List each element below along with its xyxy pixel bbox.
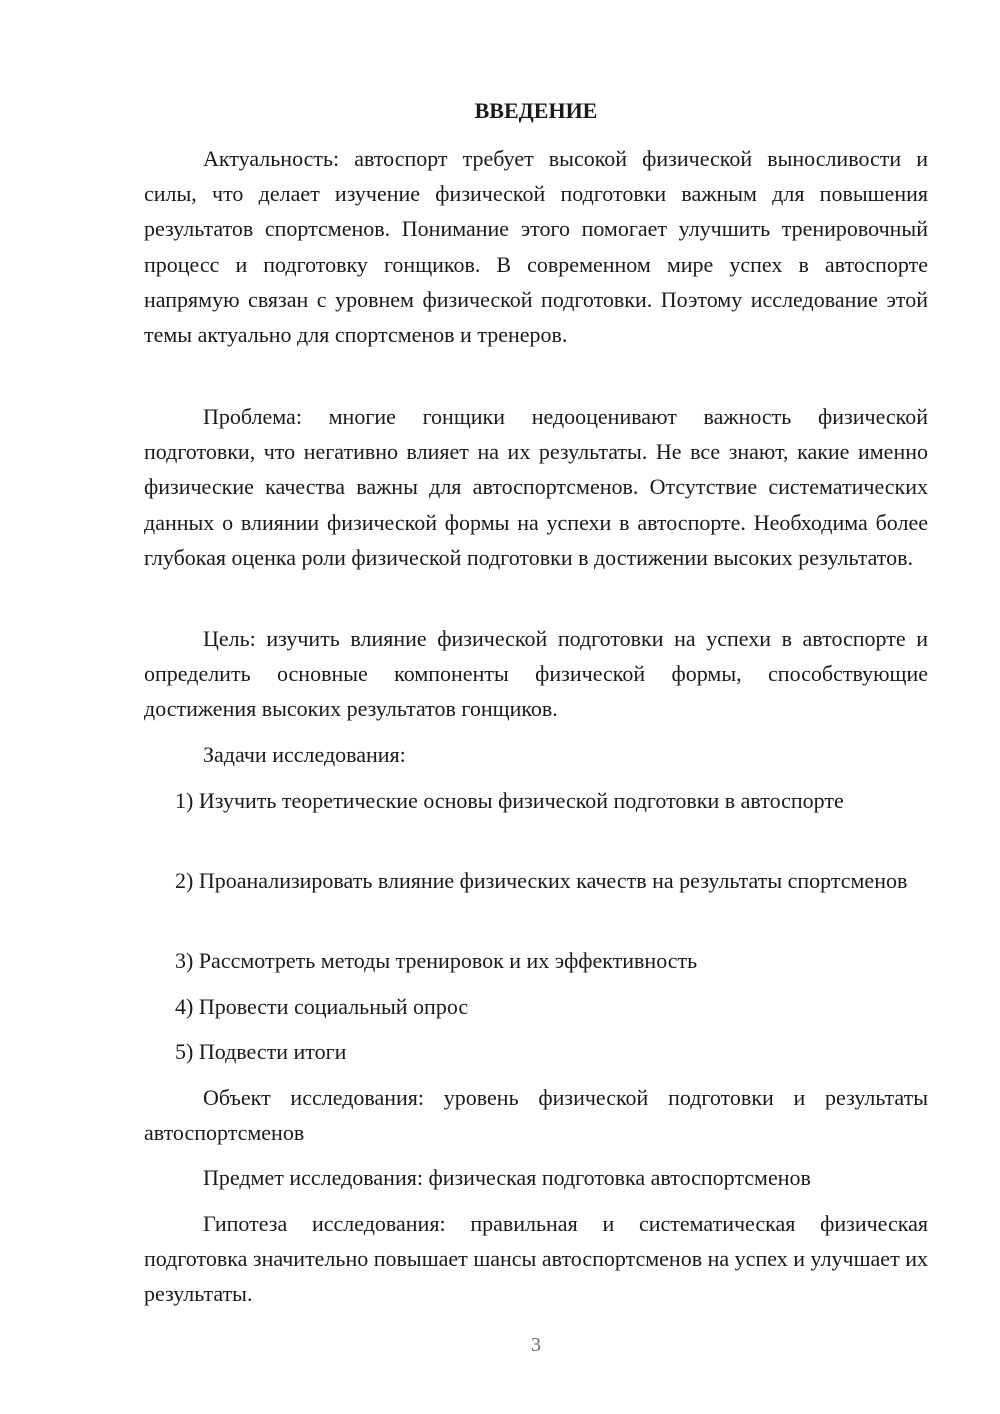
- task-item-4: 4) Провести социальный опрос: [175, 994, 469, 1019]
- paragraph-subject: Предмет исследования: физическая подготовка автоспортсменов: [203, 1165, 811, 1190]
- paragraph-tasks-title: Задачи исследования:: [203, 742, 406, 767]
- paragraph-goal: Цель: изучить влияние физической подготовки на успехи в автоспорте и определить основные компоненты физической формы, способствующие достижения высоких результатов гонщиков.: [144, 626, 928, 722]
- task-item-5: 5) Подвести итоги: [175, 1039, 347, 1064]
- document-page: [144, 0, 928, 1414]
- task-item-3: 3) Рассмотреть методы тренировок и их эффективность: [175, 948, 698, 973]
- page-number: 3: [531, 1334, 541, 1356]
- paragraph-relevance: Актуальность: автоспорт требует высокой физической выносливости и силы, что делает изучение физической подготовки важным для повышения результатов спортсменов. Понимание этого помогает улучшить тренировочный процесс и подготовку гонщиков. В современном мире успех в автоспорте напрямую связан с уровнем физической подготовки. Поэтому исследование этой темы актуально для спортсменов и тренеров.: [144, 146, 928, 348]
- paragraph-problem: Проблема: многие гонщики недооценивают важность физической подготовки, что негативно влияет на их результаты. Не все знают, какие именно физические качества важны для автоспортсменов. Отсутствие систематических данных о влиянии физической формы на успехи в автоспорте. Необходима более глубокая оценка роли физической подготовки в достижении высоких результатов.: [144, 404, 928, 570]
- task-item-1: 1) Изучить теоретические основы физической подготовки в автоспорте: [175, 788, 844, 813]
- task-item-2: 2) Проанализировать влияние физических качеств на результаты спортсменов: [175, 868, 908, 893]
- paragraph-object: Объект исследования: уровень физической подготовки и результаты автоспортсменов: [144, 1085, 928, 1146]
- paragraph-hypothesis: Гипотеза исследования: правильная и систематическая физическая подготовка значительно повышает шансы автоспортсменов на успех и улучшает их результаты.: [144, 1211, 928, 1307]
- document-heading: ВВЕДЕНИЕ: [474, 98, 598, 123]
